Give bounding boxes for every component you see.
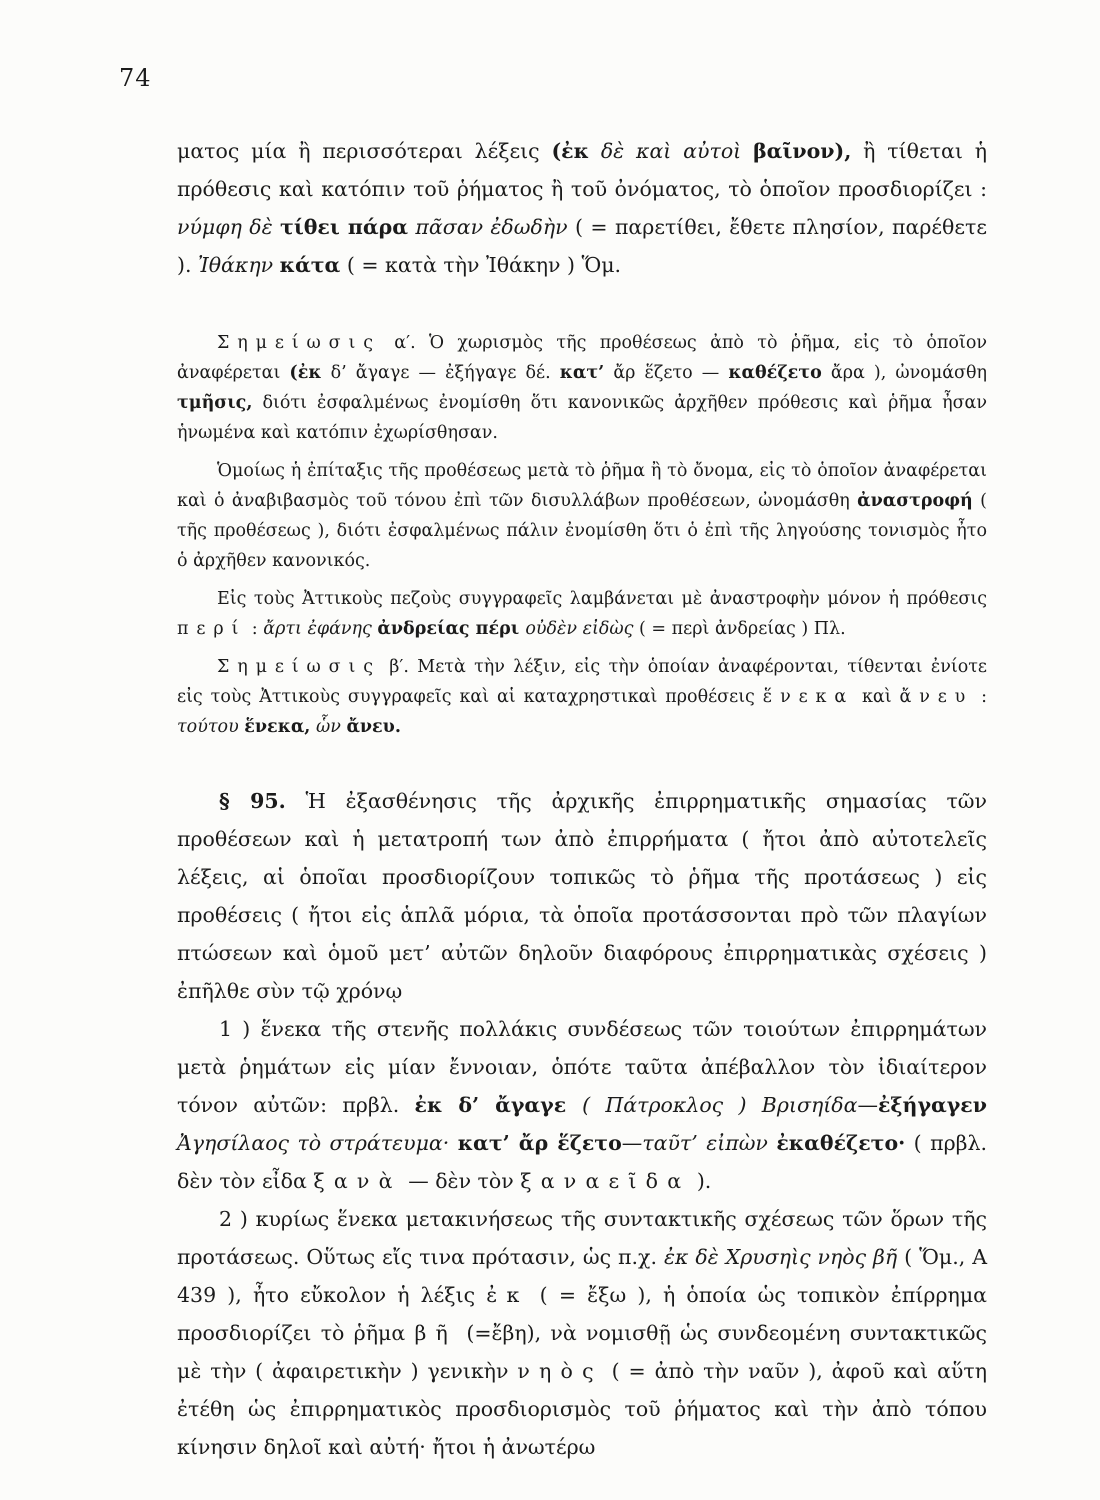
- note-attic-peri: Εἰς τοὺς Ἀττικοὺς πεζοὺς συγγραφεῖς λαμβάνεται μὲ ἀναστροφὴν μόνον ἡ πρόθεσις περί : ἄρτι ἐφάνης ἀνδρείας πέρι οὐδὲν εἰδὼς ( = περὶ ἀνδρείας ) Πλ.: [177, 589, 987, 639]
- section-95-paragraph: § 95. Ἡ ἐξασθένησις τῆς ἀρχικῆς ἐπιρρηματικῆς σημασίας τῶν προθέσεων καὶ ἡ μετατροπή των ἀπὸ ἐπιρρήματα ( ἤτοι ἀπὸ αὐτοτελεῖς λέξεις, αἱ ὁποῖαι προσδιορίζουν τοπικῶς τὸ ῥῆμα τῆς προτάσεως ) εἰς προθέσεις ( ἤτοι εἰς ἁπλᾶ μόρια, τὰ ὁποῖα προτάσσονται πρὸ τῶν πλαγίων πτώσεων καὶ ὁμοῦ μετ’ αὐτῶν δηλοῦν διαφόρους ἐπιρρηματικὰς σχέσεις ) ἐπῆλθε σὺν τῷ χρόνῳ: [177, 789, 987, 1003]
- note-anastrophe: Ὁμοίως ἡ ἐπίταξις τῆς προθέσεως μετὰ τὸ ῥῆμα ἢ τὸ ὄνομα, εἰς τὸ ὁποῖον ἀναφέρεται καὶ ὁ ἀναβιβασμὸς τοῦ τόνου ἐπὶ τῶν δισυλλάβων προθέσεων, ὠνομάσθη ἀναστροφή ( τῆς προθέσεως ), διότι ἐσφαλμένως πάλιν ἐνομίσθη ὅτι ὁ ἐπὶ τῆς ληγούσης τονισμὸς ἦτο ὁ ἀρχῆθεν κανονικός.: [177, 461, 987, 571]
- note-a-tmesis: Σημείωσις α′. Ὁ χωρισμὸς τῆς προθέσεως ἀπὸ τὸ ῥῆμα, εἰς τὸ ὁποῖον ἀναφέρεται (ἐκ δ’ ἄγαγε — ἐξήγαγε δέ. κατ’ ἄρ ἕζετο — καθέζετο ἄρα ), ὠνομάσθη τμῆσις, διότι ἐσφαλμένως ἐνομίσθη ὅτι κανονικῶς ἀρχῆθεν πρόθεσις καὶ ῥῆμα ἦσαν ἡνωμένα καὶ κατόπιν ἐχωρίσθησαν.: [177, 333, 988, 443]
- list-item-1: 1 ) ἕνεκα τῆς στενῆς πολλάκις συνδέσεως τῶν τοιούτων ἐπιρρημάτων μετὰ ῥημάτων εἰς μίαν ἔννοιαν, ὁπότε ταῦτα ἀπέβαλλον τὸν ἰδιαίτερον τόνον αὐτῶν: πρβλ. ἐκ δ’ ἄγαγε ( Πάτροκλος ) Βρισηίδα—ἐξήγαγεν Ἀγησίλαος τὸ στράτευμα· κατ’ ἄρ ἕζετο—ταῦτ’ εἰπὼν ἐκαθέζετο· ( πρβλ. δὲν τὸν εἶδα ξανὰ — δὲν τὸν ξαναεῖδα ).: [177, 1017, 987, 1193]
- paragraph-continuation: ματος μία ἢ περισσότεραι λέξεις (ἐκ δὲ καὶ αὐτοὶ βαῖνον), ἢ τίθεται ἡ πρόθεσις καὶ κατόπιν τοῦ ῥήματος ἢ τοῦ ὀνόματος, τὸ ὁποῖον προσδιορίζει : νύμφη δὲ τίθει πάρα πᾶσαν ἐδωδὴν ( = παρετίθει, ἔθετε πλησίον, παρέθετε ). Ἰθάκην κάτα ( = κατὰ τὴν Ἰθάκην ) Ὅμ.: [177, 139, 987, 277]
- list-item-2: 2 ) κυρίως ἕνεκα μετακινήσεως τῆς συντακτικῆς σχέσεως τῶν ὅρων τῆς προτάσεως. Οὕτως εἴς τινα πρότασιν, ὡς π.χ. ἐκ δὲ Χρυσηὶς νηὸς βῆ ( Ὅμ., Α 439 ), ἦτο εὔκολον ἡ λέξις ἐκ ( = ἔξω ), ἡ ὁποία ὡς τοπικὸν ἐπίρρημα προσδιορίζει τὸ ῥῆμα βῆ (=ἔβη), νὰ νομισθῇ ὡς συνδεομένη συντακτικῶς μὲ τὴν ( ἀφαιρετικὴν ) γενικὴν νηὸς ( = ἀπὸ τὴν ναῦν ), ἀφοῦ καὶ αὕτη ἐτέθη ὡς ἐπιρρηματικὸς προσδιορισμὸς τοῦ ῥήματος καὶ τὴν ἀπὸ τόπου κίνησιν δηλοῖ καὶ αὐτή· ἤτοι ἡ ἀνωτέρω: [177, 1207, 987, 1459]
- page-number: 74: [119, 64, 152, 92]
- text-block: [177, 132, 987, 1466]
- note-b-eneka-aneu: Σημείωσις β′. Μετὰ τὴν λέξιν, εἰς τὴν ὁποίαν ἀναφέρονται, τίθενται ἐνίοτε εἰς τοὺς Ἀττικοὺς συγγραφεῖς καὶ αἱ καταχρηστικαὶ προθέσεις ἕνεκα καὶ ἄνευ : τούτου ἕνεκα, ὧν ἄνευ.: [177, 657, 987, 737]
